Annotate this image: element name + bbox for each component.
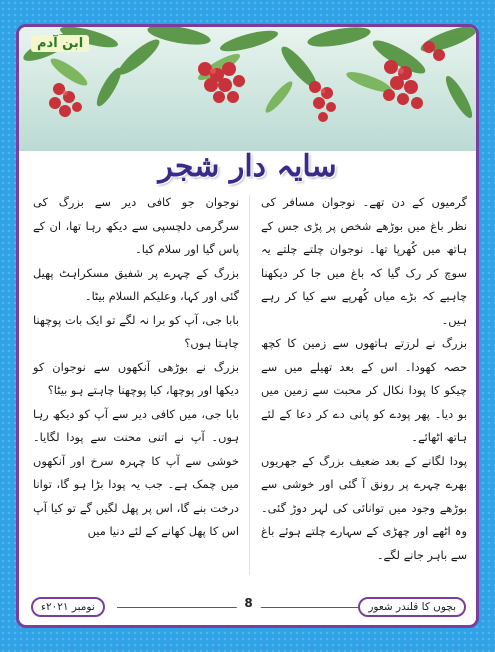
page-title: سایہ دار شجر xyxy=(158,149,337,184)
title-area xyxy=(19,145,476,189)
paragraph: بزرگ نے لرزتے ہاتھوں سے زمین کا کچھ حصہ کھودا۔ اس کے بعد تھیلے میں سے چیکو کا پودا نکال کر محبت سے زمین میں بو دیا۔ پھر پودے کو پانی دے کر دعا کے لئے ہاتھ اٹھائے۔ xyxy=(261,336,467,444)
paragraph: بزرگ کے چہرے پر شفیق مسکراہٹ پھیل گئی اور کہا، وعلیکم السلام بیٹا۔ xyxy=(33,265,239,303)
author-label: ابن آدم xyxy=(31,35,89,52)
paragraph: گرمیوں کے دن تھے۔ نوجوان مسافر کی نظر باغ میں بوڑھے شخص پر پڑی جس کے ہاتھ میں کُھرپا تھا۔ نوجوان چلتے چلتے یہ سوچ کر رک گیا کہ باغ میں جا کر دیکھنا چاہیے کہ بڑے میاں کُھرپے سے کیا کر رہے ہیں۔ xyxy=(261,195,467,327)
magazine-name: بچوں کا قلندر شعور xyxy=(358,597,466,617)
magazine-page xyxy=(16,24,479,628)
paragraph: بابا جی، آپ کو برا نہ لگے تو ایک بات پوچھنا چاہتا ہوں؟ xyxy=(33,312,239,350)
article-columns xyxy=(33,191,467,577)
issue-date: نومبر ۲۰۲۱ء xyxy=(31,597,105,617)
page-footer xyxy=(27,593,470,619)
paragraph: نوجوان جو کافی دیر سے بزرگ کی سرگرمی دلچسپی سے دیکھ رہا تھا، ان کے پاس گیا اور سلام کیا۔ xyxy=(33,195,239,256)
right-column xyxy=(261,191,467,577)
left-column xyxy=(33,191,239,577)
paragraph: بزرگ نے بوڑھی آنکھوں سے نوجوان کو دیکھا اور پوچھا، کیا پوچھنا چاہتے ہو بیٹا؟ xyxy=(33,359,239,397)
paragraph: پودا لگانے کے بعد ضعیف بزرگ کے جھریوں بھرے چہرے پر رونق آ گئی اور خوشی سے بوڑھے وجود میں توانائی کی لہر دوڑ گئی۔ وہ اٹھے اور چھڑی کے سہارے چلتے ہوئے باغ سے باہر جانے لگے۔ xyxy=(261,453,467,562)
page-number: 8 xyxy=(236,596,260,610)
header-banner xyxy=(19,27,476,151)
paragraph: بابا جی، میں کافی دیر سے آپ کو دیکھ رہا ہوں۔ آپ نے اتنی محنت سے پودا لگایا۔ خوشی سے آپ کا چہرہ سرخ اور آنکھوں میں چمک ہے۔ جب یہ پودا بڑا ہو گا، توانا درخت بنے گا، اس پر پھل لگیں گے تو کیا آپ اس کا پھل کھانے کے لئے دنیا میں xyxy=(33,406,239,538)
